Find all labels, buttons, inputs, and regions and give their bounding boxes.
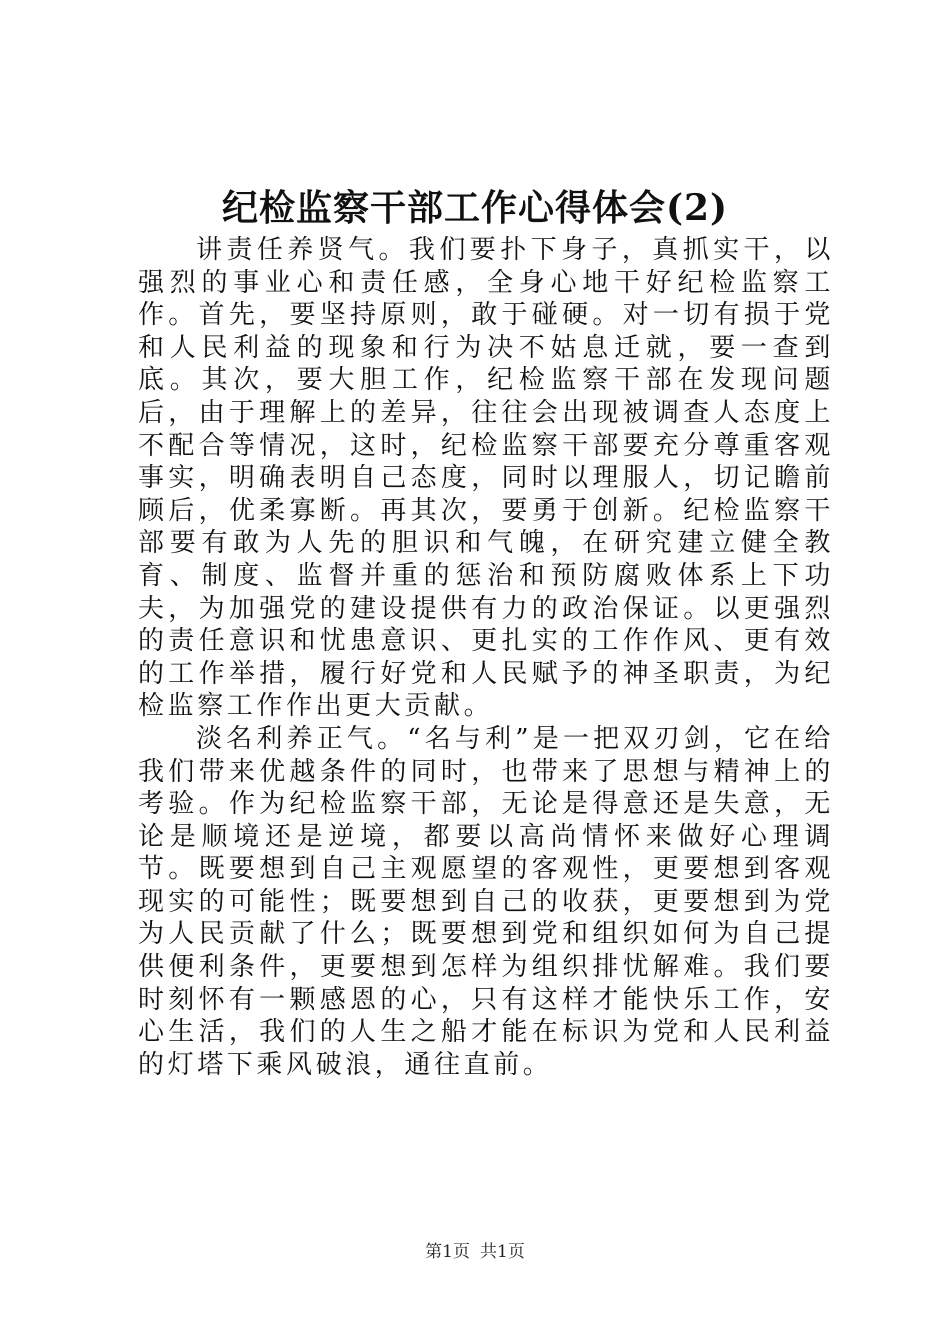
document-body (138, 234, 834, 1081)
paragraph-responsibility: 讲责任养贤气。我们要扑下身子，真抓实干，以强烈的事业心和责任感，全身心地干好纪检监察工作。首先，要坚持原则，敢于碰硬。对一切有损于党和人民利益的现象和行为决不姑息迁就，要一查到底。其次，要大胆工作，纪检监察干部在发现问题后，由于理解上的差异，往往会出现被调查人态度上不配合等情况，这时，纪检监察干部要充分尊重客观事实，明确表明自己态度，同时以理服人，切记瞻前顾后，优柔寡断。再其次，要勇于创新。纪检监察干部要有敢为人先的胆识和气魄，在研究建立健全教育、制度、监督并重的惩治和预防腐败体系上下功夫，为加强党的建设提供有力的政治保证。以更强烈的责任意识和忧患意识、更扎实的工作作风、更有效的工作举措，履行好党和人民赋予的神圣职责，为纪检监察工作作出更大贡献。 (138, 235, 834, 722)
document-title: 纪检监察干部工作心得体会(2) (221, 187, 729, 229)
paragraph-fame-and-profit: 淡名利养正气。“名与利”是一把双刃剑，它在给我们带来优越条件的同时，也带来了思想与精神上的考验。作为纪检监察干部，无论是得意还是失意，无论是顺境还是逆境，都要以高尚情怀来做好心理调节。既要想到自己主观愿望的客观性，更要想到客观现实的可能性；既要想到自己的收获，更要想到为党为人民贡献了什么；既要想到党和组织如何为自己提供便利条件，更要想到怎样为组织排忧解难。我们要时刻怀有一颗感恩的心，只有这样才能快乐工作，安心生活，我们的人生之船才能在标识为党和人民利益的灯塔下乘风破浪，通往直前。 (138, 723, 834, 1080)
page-footer (0, 1240, 950, 1264)
page-total: 共1页 (480, 1242, 525, 1262)
page-number: 第1页 (425, 1242, 470, 1262)
